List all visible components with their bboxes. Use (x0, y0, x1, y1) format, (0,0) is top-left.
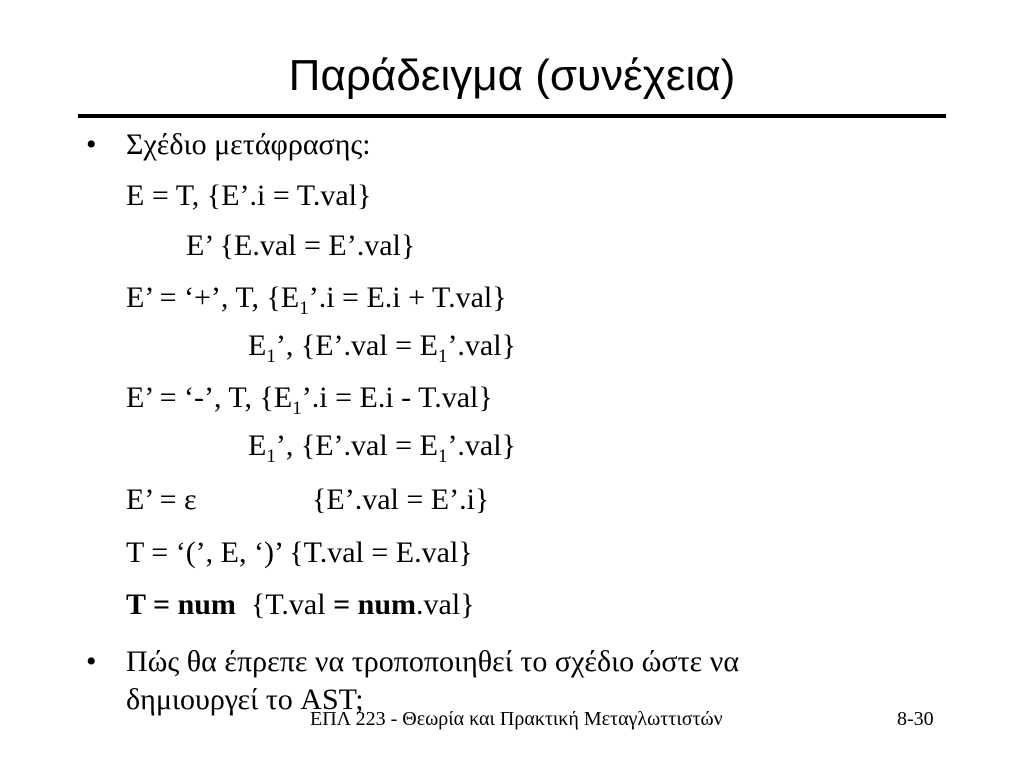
rule-text: ’, {E’.val = E (275, 429, 438, 462)
rule-text: ’.i = E.i - T.val} (301, 381, 493, 414)
grammar-rule-8 (126, 535, 473, 571)
rule-text: E (248, 329, 267, 362)
footer-page-number: 8-30 (897, 708, 934, 730)
subscript: 1 (437, 346, 448, 367)
grammar-rule-3 (126, 280, 507, 319)
grammar-rule-4 (248, 328, 516, 367)
subscript: 1 (266, 346, 276, 367)
bullet-marker: • (86, 128, 97, 161)
rule-text: .val} (416, 588, 475, 621)
rule-text: ’, {E’.val = E (275, 329, 438, 362)
subscript: 1 (292, 398, 302, 419)
bullet-text-question-line-2: δημιουργεί το AST; (126, 683, 364, 716)
subscript: 1 (299, 298, 309, 319)
rule-bold-text: T = num (126, 588, 236, 621)
grammar-rule-1 (126, 178, 371, 214)
rule-text: ’.val} (447, 329, 516, 362)
rule-text: E’ = ‘+’, T, {E (126, 281, 300, 314)
rule-text: E’ = ‘-’, T, {E (126, 381, 293, 414)
grammar-rule-2 (186, 228, 415, 264)
footer-course-title: ΕΠΛ 223 - Θεωρία και Πρακτική Μεταγλωττιστών (310, 708, 723, 730)
bullet-text-question-line-1: Πώς θα έπρεπε να τροποποιηθεί το σχέδιο ώστε να (126, 645, 740, 678)
bullet-marker: • (86, 645, 97, 678)
slide-title: Παράδειγμα (συνέχεια) (288, 51, 736, 100)
rule-text: {T.val (250, 588, 334, 621)
rule-text: E’ {E.val = E’.val} (186, 229, 416, 262)
rule-text: E = T, {E’.i = T.val} (126, 179, 372, 212)
title-underline (78, 114, 946, 118)
bullet-text-translation-scheme: Σχέδιο μετάφρασης: (126, 128, 371, 161)
subscript: 1 (437, 446, 448, 467)
grammar-rule-9 (126, 587, 475, 623)
rule-bold-text: = num (333, 588, 417, 621)
rule-text: ’.i = E.i + T.val} (308, 281, 507, 314)
grammar-rule-7-lhs: E’ = ε (126, 483, 197, 516)
grammar-rule-5 (126, 380, 493, 419)
rule-text: T = ‘(’, E, ‘)’ {T.val = E.val} (126, 536, 473, 569)
subscript: 1 (266, 446, 276, 467)
grammar-rule-7-action: {E’.val = E’.i} (312, 483, 490, 516)
rule-text: E (248, 429, 267, 462)
grammar-rule-6 (248, 428, 516, 467)
rule-text: ’.val} (447, 429, 516, 462)
